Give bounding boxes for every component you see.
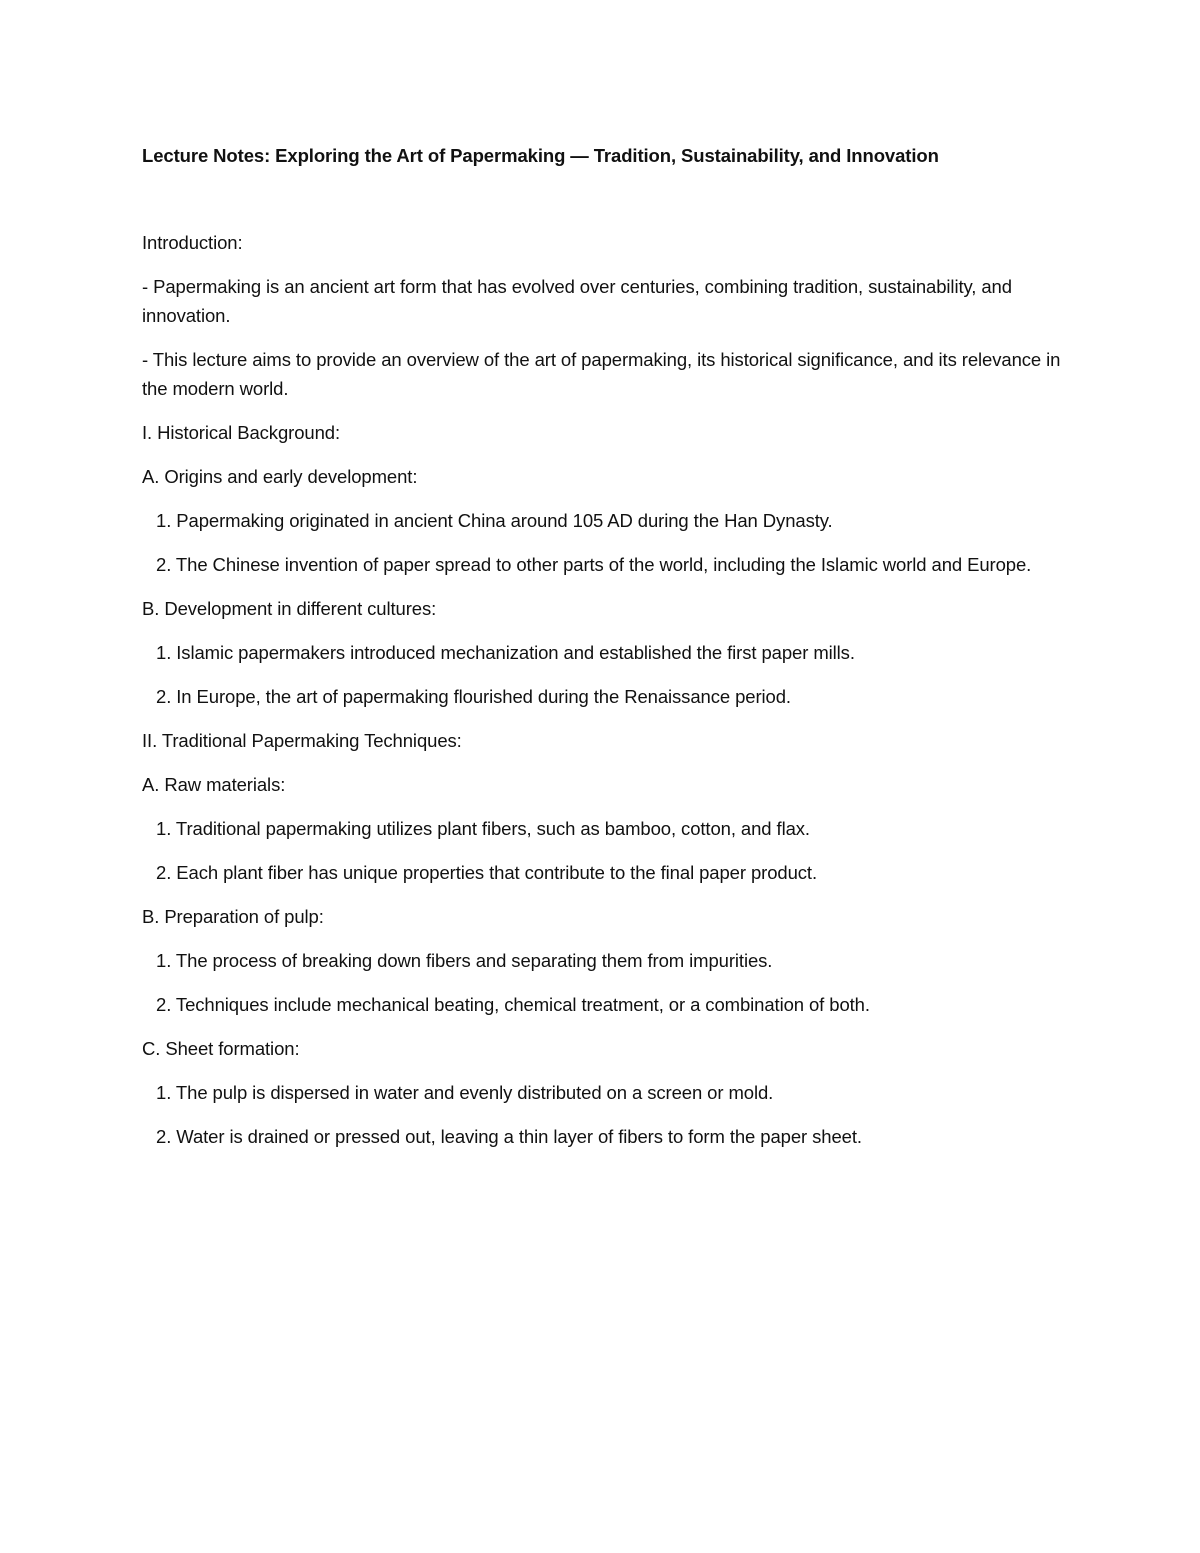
subsection-heading-sheet-formation: C. Sheet formation: [142, 1038, 300, 1059]
introduction-heading: Introduction: [142, 232, 243, 253]
section-heading-historical-background: I. Historical Background: [142, 422, 341, 443]
list-item: 2. Techniques include mechanical beating, chemical treatment, or a combination of both. [156, 994, 870, 1015]
introduction-point: - This lecture aims to provide an overview of the art of papermaking, its historical significance, and its relevance in the modern world. [142, 349, 1061, 399]
list-item: 1. Islamic papermakers introduced mechanization and established the first paper mills. [156, 642, 855, 663]
subsection-heading-raw-materials: A. Raw materials: [142, 774, 286, 795]
list-item: 1. The process of breaking down fibers and separating them from impurities. [156, 950, 773, 971]
list-item: 1. Papermaking originated in ancient China around 105 AD during the Han Dynasty. [156, 510, 833, 531]
list-item: 1. The pulp is dispersed in water and evenly distributed on a screen or mold. [156, 1082, 774, 1103]
list-item: 2. In Europe, the art of papermaking flourished during the Renaissance period. [156, 686, 791, 707]
section-heading-traditional-techniques: II. Traditional Papermaking Techniques: [142, 730, 462, 751]
subsection-heading-pulp-preparation: B. Preparation of pulp: [142, 906, 324, 927]
document-title: Lecture Notes: Exploring the Art of Papermaking — Tradition, Sustainability, and Innovation [142, 145, 939, 166]
list-item: 1. Traditional papermaking utilizes plant fibers, such as bamboo, cotton, and flax. [156, 818, 810, 839]
document-body [142, 142, 1062, 1151]
list-item: 2. The Chinese invention of paper spread to other parts of the world, including the Islamic world and Europe. [156, 554, 1032, 575]
list-item: 2. Water is drained or pressed out, leaving a thin layer of fibers to form the paper sheet. [156, 1126, 862, 1147]
subsection-heading-development: B. Development in different cultures: [142, 598, 437, 619]
subsection-heading-origins: A. Origins and early development: [142, 466, 418, 487]
introduction-point: - Papermaking is an ancient art form that has evolved over centuries, combining tradition, sustainability, and innovation. [142, 276, 1012, 326]
list-item: 2. Each plant fiber has unique properties that contribute to the final paper product. [156, 862, 818, 883]
